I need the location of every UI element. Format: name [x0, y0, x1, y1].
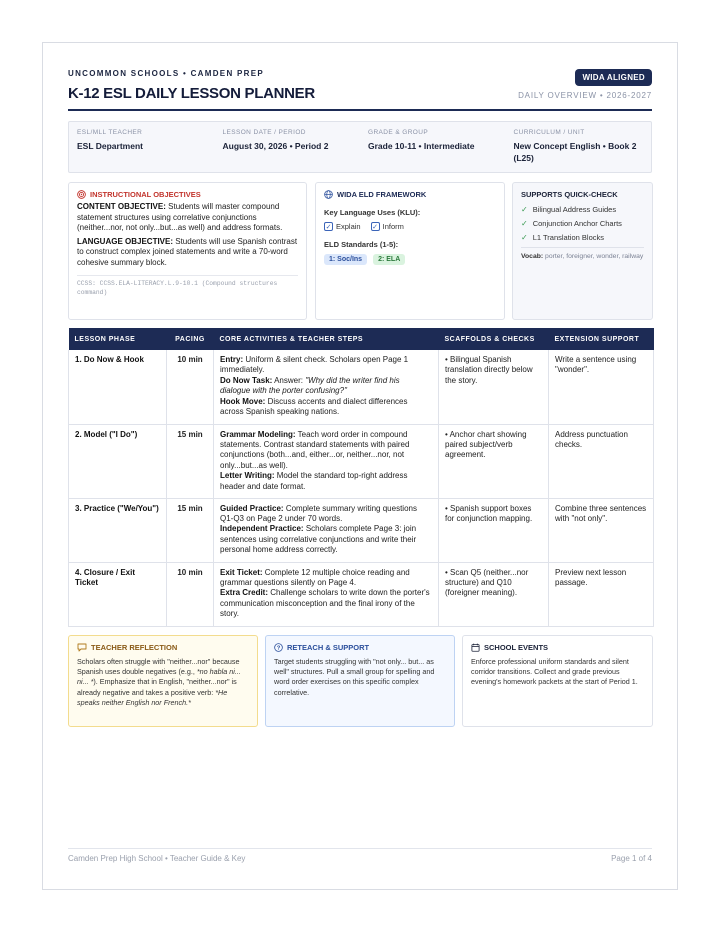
table-row [69, 424, 654, 498]
checkbox-icon: ✓ [372, 223, 379, 231]
wida-badge: WIDA ALIGNED [575, 69, 652, 86]
support-item [521, 219, 644, 228]
supports-box [512, 182, 653, 320]
page-title: K-12 ESL DAILY LESSON PLANNER [68, 85, 315, 102]
support-item-label: L1 Translation Blocks [532, 233, 604, 242]
wida-title [324, 190, 496, 199]
activities-cell [214, 562, 439, 626]
reteach-title-text: RETEACH & SUPPORT [287, 643, 370, 652]
klu-list [324, 222, 496, 231]
reteach-title [274, 643, 446, 652]
extension-cell: Write a sentence using "wonder". [549, 350, 654, 424]
table-row [69, 350, 654, 424]
check-icon: ✓ [521, 219, 528, 228]
reflection-title [77, 643, 249, 652]
extension-cell: Preview next lesson passage. [549, 562, 654, 626]
step-quote: "Why did the writer find his dialogue with the porter confusing?" [220, 375, 400, 396]
objectives-title-text: INSTRUCTIONAL OBJECTIVES [90, 190, 201, 199]
calendar-icon [471, 643, 480, 652]
klu-inform[interactable] [371, 222, 404, 231]
reflection-italic-2: *He speaks neither English nor French.* [77, 687, 228, 707]
meta-label: GRADE & GROUP [368, 129, 429, 136]
meta-value: August 30, 2026 • Period 2 [222, 141, 329, 151]
header-divider [68, 109, 652, 111]
content-objective-label: CONTENT OBJECTIVE: [77, 202, 166, 211]
help-icon [274, 643, 283, 652]
step-label: Independent Practice: [220, 524, 304, 534]
column-header: EXTENSION SUPPORT [549, 328, 654, 350]
content-objective-text: Students will master compound statement structures using correlative conjunctions (neither...nor, not only...but...as well) and address formats. [77, 202, 283, 233]
step-label: Exit Ticket: [220, 567, 263, 577]
standards-label: ELD Standards (1-5): [324, 240, 399, 249]
events-text: Enforce professional uniform standards and silent corridor transitions. Collect and grade previous evening's homework packets at the start of Period 1. [471, 657, 638, 687]
check-icon: ✓ [521, 233, 528, 242]
scaffold-cell: • Anchor chart showing paired subject/verb agreement. [439, 424, 549, 498]
phase-cell: 2. Model ("I Do") [69, 424, 167, 498]
step-text: Answer: [274, 375, 306, 385]
meta-curriculum [506, 122, 652, 172]
phase-cell: 4. Closure / Exit Ticket [69, 562, 167, 626]
events-title [471, 643, 644, 652]
step-text: Complete 12 multiple choice reading and grammar questions silently on Page 4. [220, 567, 410, 587]
phase-cell: 3. Practice ("We/You") [69, 498, 167, 562]
checkbox-icon: ✓ [325, 223, 332, 231]
wida-box [315, 182, 505, 320]
activities-cell [214, 350, 439, 424]
meta-date [215, 122, 361, 172]
language-objective [77, 237, 298, 269]
meta-value: Grade 10-11 • Intermediate [368, 141, 475, 151]
step-label: Extra Credit: [220, 588, 269, 598]
extension-cell: Address punctuation checks. [549, 424, 654, 498]
comment-icon [77, 643, 87, 652]
step-label: Letter Writing: [220, 471, 275, 481]
pacing-cell: 10 min [167, 350, 214, 424]
step-text: Uniform & silent check. Scholars open Page 1 immediately. [220, 355, 409, 375]
klu-label: Key Language Uses (KLU): [324, 208, 421, 217]
pacing-cell: 10 min [167, 562, 214, 626]
support-item-label: Conjunction Anchor Charts [532, 219, 622, 228]
step-label: Do Now Task: [220, 375, 273, 385]
vocab-label: Vocab: [521, 253, 544, 260]
meta-label: LESSON DATE / PERIOD [222, 129, 306, 136]
footer-school: Camden Prep High School • Teacher Guide & Key [68, 854, 246, 863]
step-label: Hook Move: [220, 396, 266, 406]
pacing-cell: 15 min [167, 424, 214, 498]
activities-cell [214, 498, 439, 562]
pacing-cell: 15 min [167, 498, 214, 562]
reflection-text [77, 657, 249, 708]
footer-divider [68, 848, 652, 849]
org-name: UNCOMMON SCHOOLS • CAMDEN PREP [68, 69, 265, 78]
table-row [69, 562, 654, 626]
svg-text:?: ? [276, 645, 281, 652]
reflection-text-1: Scholars often struggle with "neither...nor" because Spanish uses double negatives (e.g., [77, 657, 240, 677]
planner-page [42, 42, 678, 890]
meta-teacher [69, 122, 215, 172]
language-objective-label: LANGUAGE OBJECTIVE: [77, 236, 174, 246]
objectives-box [68, 182, 307, 320]
meta-label: CURRICULUM / UNIT [513, 129, 585, 136]
meta-value: ESL Department [77, 141, 143, 151]
support-item-label: Bilingual Address Guides [532, 205, 617, 214]
column-header: SCAFFOLDS & CHECKS [439, 328, 549, 350]
scaffold-cell: • Scan Q5 (neither...nor structure) and Q10 (foreigner meaning). [439, 562, 549, 626]
check-icon: ✓ [521, 205, 528, 214]
language-objective-text: Students will use Spanish contrast to construct complex joined statements and write a 70-word cohesive summary block. [77, 236, 298, 267]
lesson-meta [68, 121, 652, 173]
reteach-box [265, 635, 455, 727]
table-header-row [69, 328, 654, 350]
lesson-plan-table [68, 328, 654, 627]
support-item [521, 205, 644, 214]
step-text: Scholars complete Page 3: join sentences using correlative conjunctions and write their personal home address correctly. [220, 524, 417, 555]
school-events-box [462, 635, 653, 727]
standards-list [324, 254, 496, 265]
column-header: LESSON PHASE [69, 328, 167, 350]
step-text: Teach word order in compound statements. Contrast standard statements with paired conjunctions (both...and, either...or, neither...nor, not only...but...as well). [220, 429, 410, 470]
column-header: PACING [167, 328, 214, 350]
meta-grade [360, 122, 506, 172]
step-text: Complete summary writing questions Q1-Q3 on Page 2 under 70 words. [220, 503, 417, 523]
ccss-standard: CCSS: CCSS.ELA-LITERACY.L.9-10.1 (Compound structures command) [77, 275, 298, 298]
activities-cell [214, 424, 439, 498]
klu-label-text: Inform [382, 222, 404, 231]
scaffold-cell: • Spanish support boxes for conjunction mapping. [439, 498, 549, 562]
standard-pill: 2: ELA [373, 254, 405, 265]
klu-explain[interactable] [324, 222, 361, 231]
step-text: Challenge scholars to write down the porter's communication misconception and the final irony of the story. [220, 588, 430, 619]
step-label: Grammar Modeling: [220, 429, 296, 439]
step-label: Guided Practice: [220, 503, 284, 513]
vocab-list [521, 247, 644, 262]
target-icon [77, 190, 86, 199]
column-header: CORE ACTIVITIES & TEACHER STEPS [214, 328, 439, 350]
step-label: Entry: [220, 355, 244, 364]
extension-cell: Combine three sentences with "not only". [549, 498, 654, 562]
step-text: Model the standard top-right address header and date format. [220, 471, 408, 491]
globe-icon [324, 190, 333, 199]
reflection-italic-1: *no habla ni... ni... * [77, 667, 241, 687]
reteach-text: Target students struggling with "not only... but... as well" structures. Pull a small group for spelling and word order exercises on this specific complex correlative. [274, 657, 435, 697]
phase-cell: 1. Do Now & Hook [69, 350, 167, 424]
scaffold-cell: • Bilingual Spanish translation directly below the story. [439, 350, 549, 424]
meta-value: New Concept English • Book 2 (L25) [513, 141, 637, 163]
reflection-text-2: ). Emphasize that in English, "neither...nor" is already negative and takes a positive verb: [77, 677, 237, 697]
standard-pill: 1: Soc/Ins [324, 254, 367, 265]
content-objective [77, 202, 298, 234]
support-item [521, 233, 644, 242]
step-text: Discuss accents and dialect differences across Spanish speaking nations. [220, 396, 408, 417]
wida-title-text: WIDA ELD FRAMEWORK [337, 190, 427, 199]
teacher-reflection-box [68, 635, 258, 727]
page-number: Page 1 of 4 [611, 854, 652, 863]
overview-label: DAILY OVERVIEW • 2026-2027 [518, 91, 652, 100]
klu-label-text: Explain [336, 222, 361, 231]
reflection-title-text: TEACHER REFLECTION [91, 643, 178, 652]
meta-label: ESL/MLL TEACHER [77, 129, 143, 136]
vocab-words: porter, foreigner, wonder, railway [545, 253, 644, 260]
supports-title: SUPPORTS QUICK-CHECK [521, 190, 618, 199]
objectives-title [77, 190, 298, 199]
table-row [69, 498, 654, 562]
header [68, 69, 652, 102]
supports-list [521, 205, 644, 242]
events-title-text: SCHOOL EVENTS [484, 643, 549, 652]
